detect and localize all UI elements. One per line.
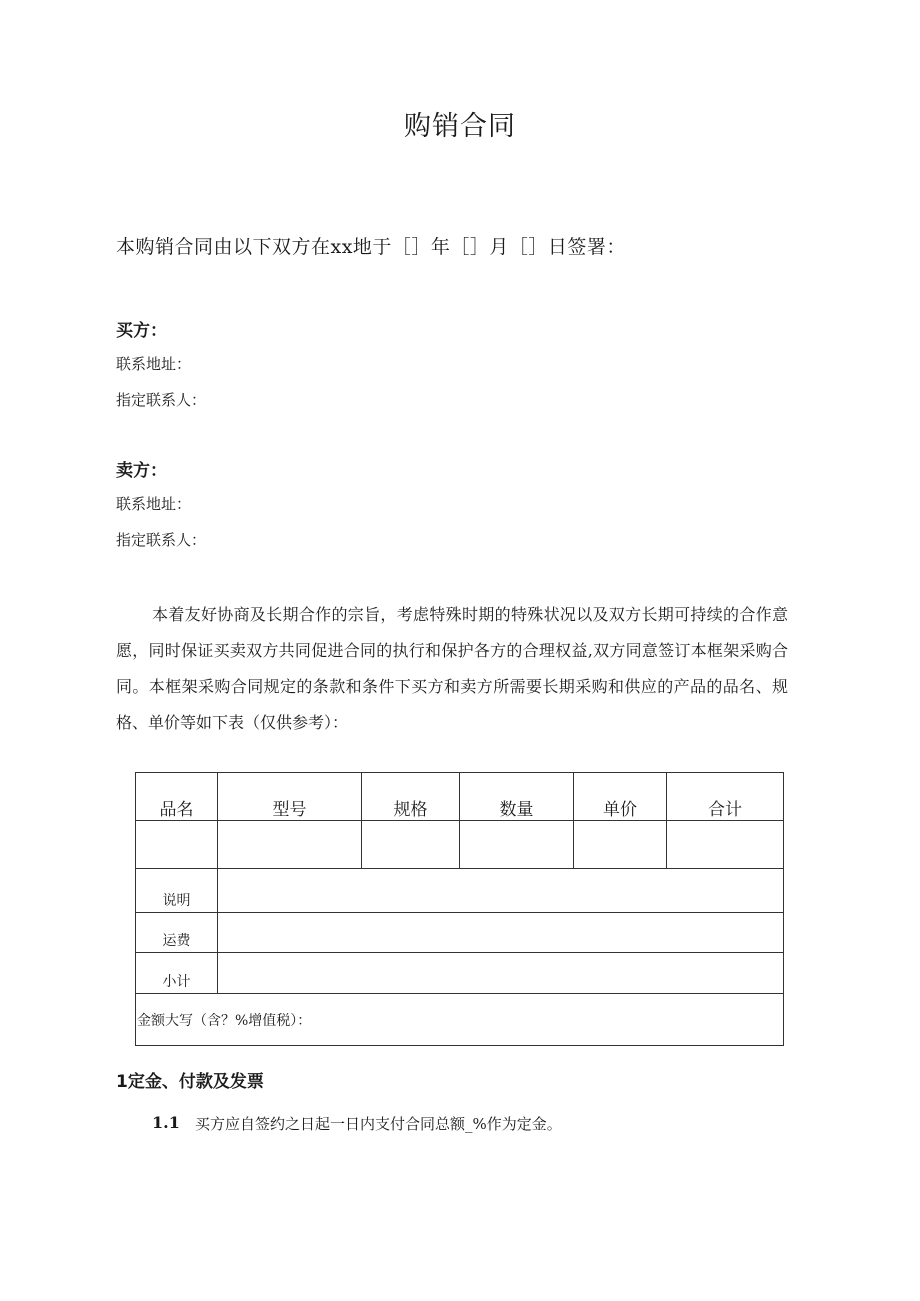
cell-model[interactable] xyxy=(218,821,362,869)
cell-quantity[interactable] xyxy=(460,821,574,869)
agreement-paragraph: 本着友好协商及长期合作的宗旨，考虑特殊时期的特殊状况以及双方长期可持续的合作意愿，同时保证买卖双方共同促进合同的执行和保护各方的合理权益,双方同意签订本框架采购合同。本框架采购合同规定的条款和条件下买方和卖方所需要长期采购和供应的产品的品名、规格、单价等如下表（仅供参考）： xyxy=(116,605,788,732)
header-cell-total: 合计 xyxy=(667,773,784,821)
buyer-address-label: 联系地址： xyxy=(116,355,192,373)
subtotal-value-cell[interactable] xyxy=(218,953,784,994)
table-row xyxy=(136,821,784,869)
freight-value-cell[interactable] xyxy=(218,913,784,953)
header-cell-quantity: 数量 xyxy=(460,773,574,821)
header-cell-model: 型号 xyxy=(218,773,362,821)
amount-row xyxy=(136,994,784,1046)
contract-title: 购销合同 xyxy=(404,111,516,142)
subtotal-label: 小计 xyxy=(136,953,218,994)
header-cell-spec: 规格 xyxy=(362,773,460,821)
table-header-row xyxy=(136,773,784,821)
product-table xyxy=(135,772,784,1046)
subtotal-row xyxy=(136,953,784,994)
seller-address-label: 联系地址： xyxy=(116,495,192,513)
seller-contact-label: 指定联系人： xyxy=(116,531,207,549)
cell-name[interactable] xyxy=(136,821,218,869)
header-cell-name: 品名 xyxy=(136,773,218,821)
freight-row xyxy=(136,913,784,953)
contract-intro: 本购销合同由以下双方在xx地于［］年［］月［］日签署： xyxy=(116,236,626,258)
cell-total[interactable] xyxy=(667,821,784,869)
note-row xyxy=(136,869,784,913)
clause-number: 1.1 xyxy=(152,1113,180,1132)
seller-heading: 卖方： xyxy=(116,461,167,481)
cell-unit-price[interactable] xyxy=(574,821,667,869)
buyer-heading: 买方： xyxy=(116,321,167,341)
cell-spec[interactable] xyxy=(362,821,460,869)
freight-label: 运费 xyxy=(136,913,218,953)
amount-in-words-label: 金额大写（含？%增值税）： xyxy=(136,994,784,1046)
buyer-contact-label: 指定联系人： xyxy=(116,391,207,409)
note-label: 说明 xyxy=(136,869,218,913)
section-heading: 1定金、付款及发票 xyxy=(116,1072,264,1092)
note-value-cell[interactable] xyxy=(218,869,784,913)
header-cell-unit-price: 单价 xyxy=(574,773,667,821)
clause-text: 买方应自签约之日起一日内支付合同总额_%作为定金。 xyxy=(195,1115,562,1133)
